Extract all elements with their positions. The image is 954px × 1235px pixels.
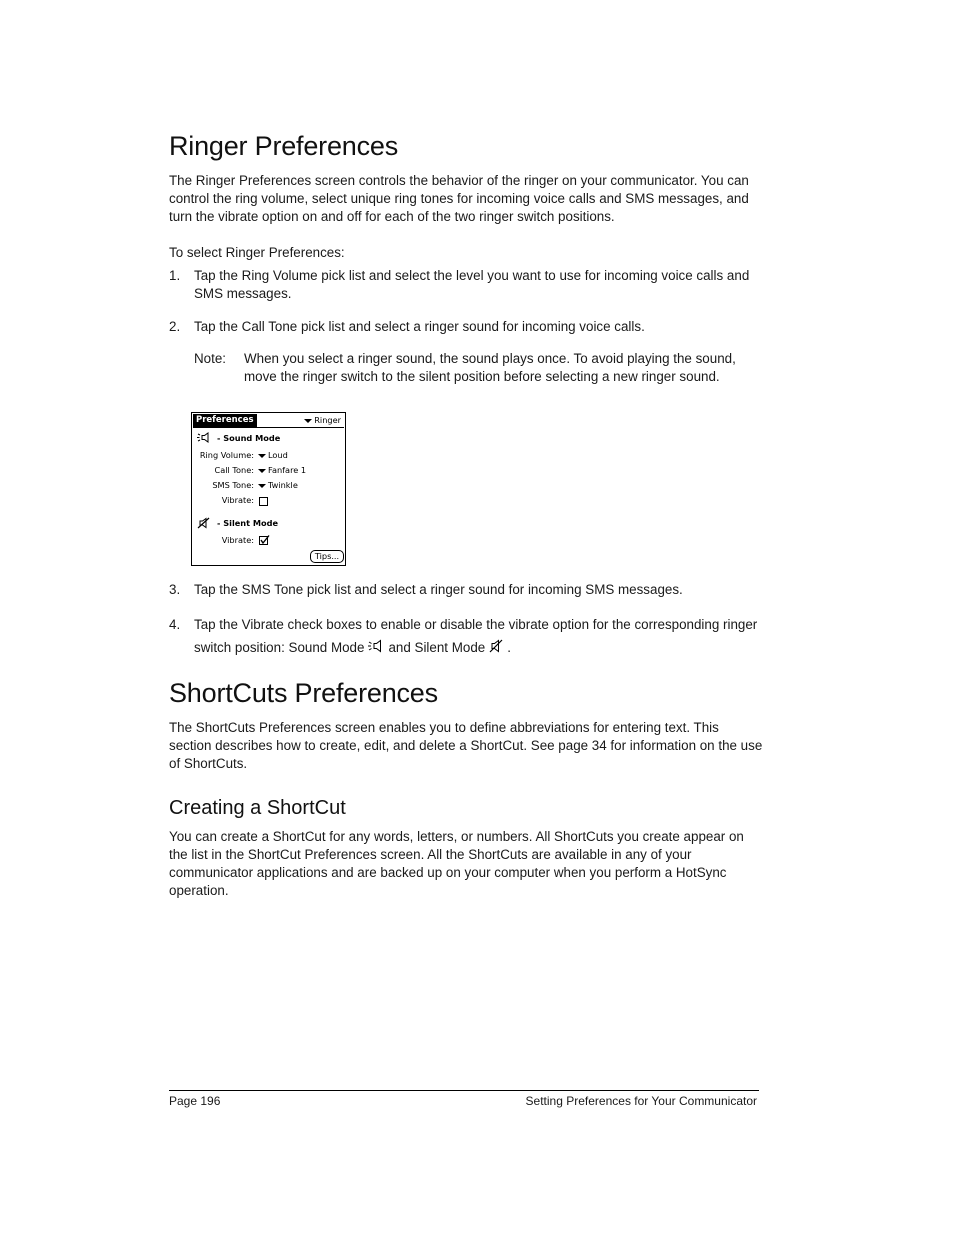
- note-label: Note:: [194, 351, 227, 366]
- step-text-mid: and Silent Mode: [388, 640, 486, 655]
- sms-tone-label: SMS Tone:: [212, 480, 254, 490]
- silent-mode-label: - Silent Mode: [217, 518, 279, 528]
- page-number: Page 196: [169, 1094, 221, 1108]
- triangle-down-icon: [258, 454, 266, 458]
- ring-volume-picker[interactable]: [258, 450, 288, 460]
- call-tone-picker[interactable]: [258, 465, 306, 475]
- speaker-muted-icon: [197, 517, 211, 531]
- tips-button[interactable]: Tips...: [310, 550, 344, 563]
- step-number: 2.: [169, 319, 181, 334]
- ring-volume-value: Loud: [268, 450, 288, 460]
- section-title: Setting Preferences for Your Communicator: [525, 1094, 757, 1108]
- category-picker[interactable]: [304, 415, 341, 426]
- title-bar: [193, 414, 344, 428]
- creating-shortcut-heading: Creating a ShortCut: [169, 797, 346, 819]
- vibrate-label: Vibrate:: [221, 495, 254, 505]
- step-text: Tap the SMS Tone pick list and select a ringer sound for incoming SMS messages.: [194, 582, 683, 597]
- shortcuts-intro: The ShortCuts Preferences screen enables you to define abbreviations for entering text. This section describes how to create, edit, and delete a ShortCut. See page 34 for information on the use of ShortCuts.: [169, 720, 763, 771]
- speaker-muted-icon: [489, 637, 503, 660]
- ringer-intro: The Ringer Preferences screen controls the behavior of the ringer on your communicator. You can control the ring volume, select unique ring tones for incoming voice calls and SMS messages, and turn the vibrate option on and off for each of the two ringer switch positions.: [169, 173, 749, 224]
- note-text: When you select a ringer sound, the sound plays once. To avoid playing the sound, move the ringer switch to the silent position before selecting a new ringer sound.: [244, 351, 736, 384]
- screen-title: Preferences: [193, 414, 257, 427]
- triangle-down-icon: [258, 469, 266, 473]
- step-number: 4.: [169, 617, 181, 632]
- sound-vibrate-checkbox[interactable]: [259, 497, 268, 506]
- sms-tone-picker[interactable]: [258, 480, 298, 490]
- call-tone-value: Fanfare 1: [268, 465, 307, 475]
- step-number: 3.: [169, 582, 181, 597]
- step-text-before: Tap the Vibrate check boxes to enable or disable the vibrate option for the corresponding ringer switch position: Sound Mode: [194, 617, 758, 655]
- ring-volume-label: Ring Volume:: [199, 450, 254, 460]
- sound-mode-label: - Sound Mode: [217, 433, 281, 443]
- preferences-screenshot: [191, 412, 346, 566]
- creating-shortcut-body: You can create a ShortCut for any words, letters, or numbers. All ShortCuts you create appear on the list in the ShortCut Preferences screen. All the ShortCuts are available in any of your communicator applications and are backed up on your computer when you perform a HotSync operation.: [169, 829, 744, 898]
- step-text: Tap the Ring Volume pick list and select the level you want to use for incoming voice calls and SMS messages.: [194, 268, 750, 301]
- footer-divider: [169, 1090, 759, 1091]
- silent-vibrate-checkbox[interactable]: [259, 535, 270, 548]
- step-number: 1.: [169, 268, 181, 283]
- ringer-heading: Ringer Preferences: [169, 131, 399, 161]
- shortcuts-heading: ShortCuts Preferences: [169, 678, 438, 708]
- speaker-sound-icon: [368, 637, 384, 660]
- silent-vibrate-label: Vibrate:: [221, 535, 254, 545]
- step-text: [194, 613, 764, 660]
- triangle-down-icon: [304, 419, 312, 423]
- step-text-after: .: [507, 640, 511, 655]
- call-tone-label: Call Tone:: [214, 465, 254, 475]
- speaker-sound-icon: [197, 432, 211, 445]
- category-label: Ringer: [314, 415, 341, 425]
- procedure-title: To select Ringer Preferences:: [169, 245, 345, 260]
- triangle-down-icon: [258, 484, 266, 488]
- step-text: Tap the Call Tone pick list and select a ringer sound for incoming voice calls.: [194, 319, 645, 334]
- sms-tone-value: Twinkle: [268, 480, 298, 490]
